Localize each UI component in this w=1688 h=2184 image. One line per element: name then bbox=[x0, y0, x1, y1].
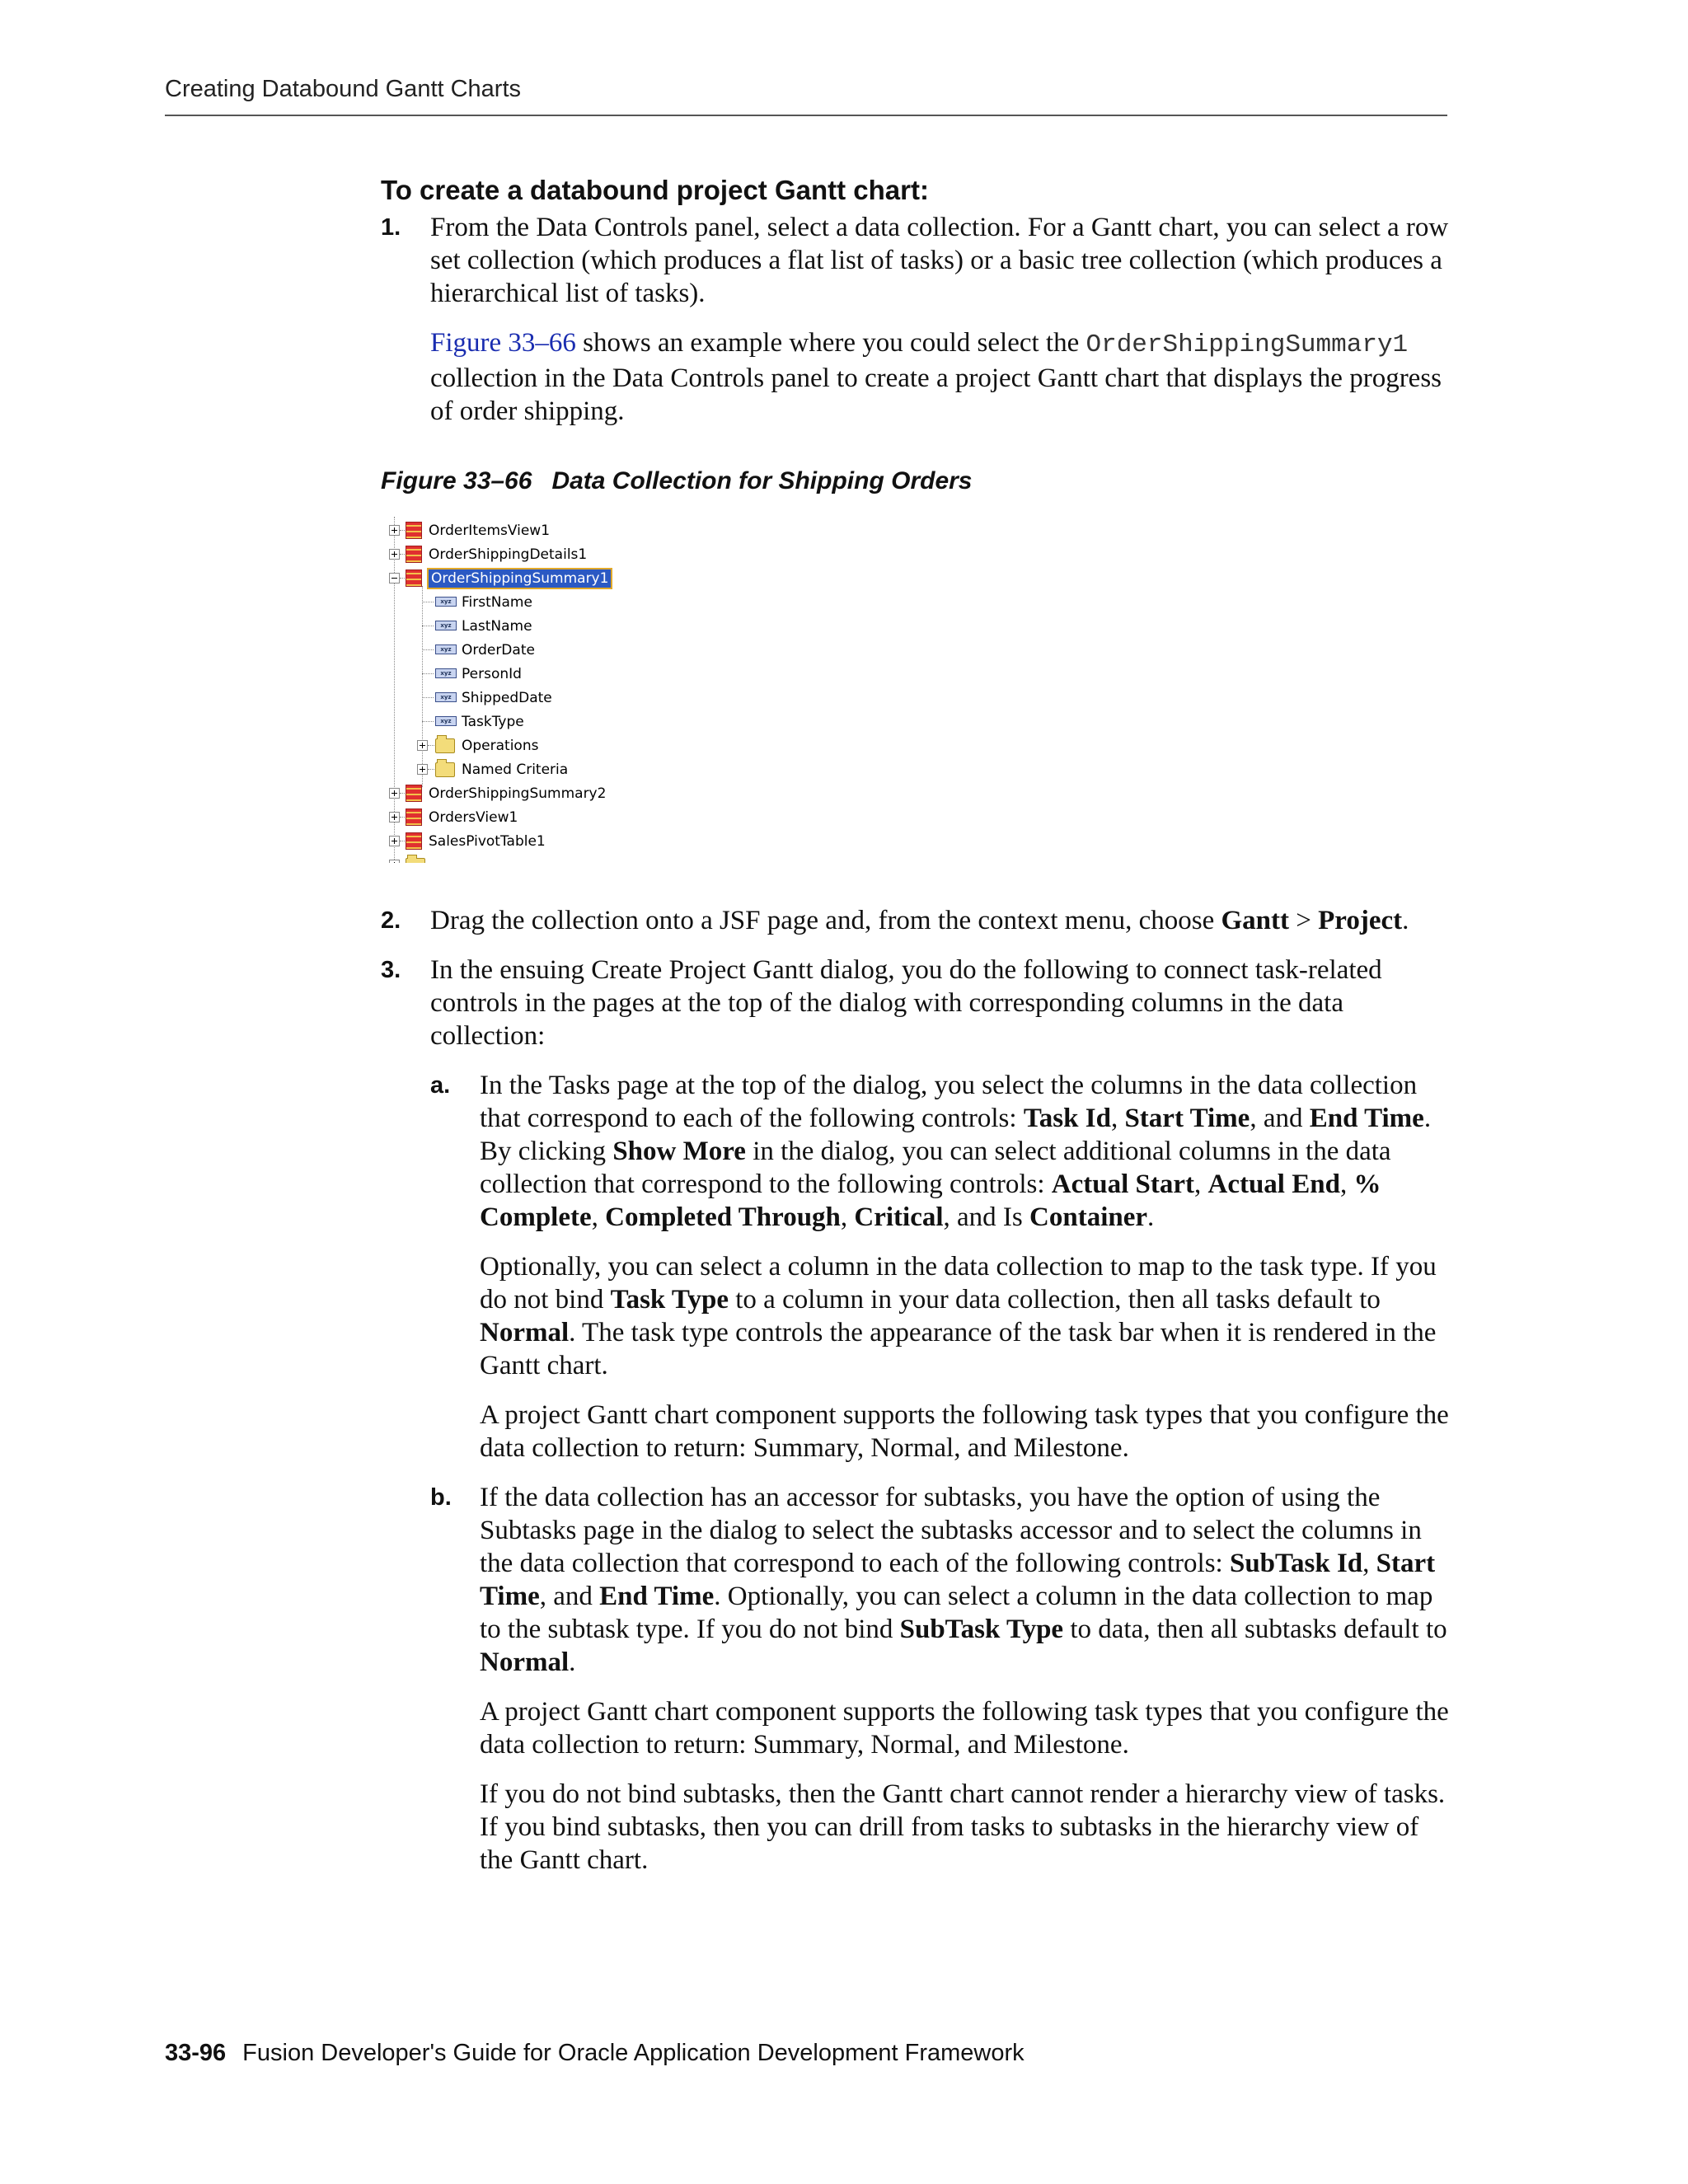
menu-item-gantt: Gantt bbox=[1221, 906, 1289, 935]
step-3b-task-types-text: A project Gantt chart component supports the following task types that you configure the data collection to return: Summary, Normal, and Milestone. bbox=[480, 1697, 1449, 1760]
bold-term: SubTask Id bbox=[1229, 1549, 1363, 1578]
page-footer bbox=[165, 2040, 1025, 2067]
step-number: 1. bbox=[381, 214, 401, 241]
text-run: Optionally, you can select a column in the data collection to map to the task type. If you do not bind bbox=[480, 1252, 1437, 1315]
tree-child-item[interactable] bbox=[386, 640, 658, 661]
step-number: 2. bbox=[381, 907, 401, 934]
collection-icon bbox=[406, 832, 422, 850]
menu-item-project: Project bbox=[1318, 906, 1403, 935]
step-3b-text bbox=[480, 1481, 1452, 1679]
tree-item-label: Named Criteria bbox=[462, 762, 569, 778]
figure-label: Figure 33–66 bbox=[381, 467, 532, 494]
text-run: to a column in your data collection, then all tasks default to bbox=[729, 1285, 1381, 1315]
step-2-text bbox=[430, 904, 1452, 937]
step-2 bbox=[381, 904, 1452, 937]
bold-term: End Time bbox=[1309, 1104, 1424, 1133]
tree-item-label: FirstName bbox=[462, 594, 532, 611]
text-run: . Optionally, you can select a column in the data collection to map to the subtask type. If you do not bind bbox=[480, 1582, 1433, 1644]
text-run: , bbox=[591, 1202, 606, 1232]
step-3a bbox=[430, 1069, 1452, 1465]
tree-item-label: PersonId bbox=[462, 666, 522, 682]
tree-item[interactable] bbox=[386, 544, 658, 565]
data-controls-tree-figure bbox=[386, 517, 658, 863]
expand-icon[interactable] bbox=[389, 812, 400, 823]
expand-icon[interactable] bbox=[389, 836, 400, 846]
tree-child-folder[interactable] bbox=[386, 735, 658, 757]
text-run: . bbox=[1402, 906, 1409, 935]
text-run: , and bbox=[1250, 1104, 1310, 1133]
tree-item[interactable] bbox=[386, 783, 658, 804]
text-run: . bbox=[1147, 1202, 1155, 1232]
collection-icon bbox=[406, 546, 422, 563]
step-3 bbox=[381, 954, 1452, 1877]
page-number: 33-96 bbox=[165, 2040, 227, 2066]
text-run: in the dialog, you can select additional columns in the data collection that correspond to the following controls: bbox=[480, 1137, 1391, 1199]
bold-term: Critical bbox=[854, 1202, 944, 1232]
figure-title: Data Collection for Shipping Orders bbox=[551, 467, 973, 494]
expand-icon[interactable] bbox=[417, 764, 428, 775]
text-run: If the data collection has an accessor for subtasks, you have the option of using the Subtasks page in the dialog to select the subtasks accessor and to select the columns in the data collection that correspond to each of the following controls: bbox=[480, 1483, 1422, 1578]
step-3a-task-types-text: A project Gantt chart component supports the following task types that you configure the data collection to return: Summary, Normal, and Milestone. bbox=[480, 1400, 1449, 1463]
tree-item-label: OrderShippingSummary2 bbox=[429, 785, 607, 802]
text-run: , bbox=[1362, 1549, 1376, 1578]
step-1 bbox=[381, 211, 1452, 428]
tree-item-label: OrdersView1 bbox=[429, 809, 518, 826]
text-run: , and bbox=[539, 1582, 600, 1611]
step-3a-task-type-text bbox=[480, 1250, 1452, 1382]
tree-item-label: OrderItemsView1 bbox=[429, 523, 551, 539]
bold-term: Normal bbox=[480, 1647, 570, 1677]
text-run: . bbox=[569, 1647, 576, 1677]
running-header: Creating Databound Gantt Charts bbox=[165, 76, 522, 102]
text-run: Drag the collection onto a JSF page and, from the context menu, choose bbox=[430, 906, 1221, 935]
step-3b-hierarchy-text: If you do not bind subtasks, then the Gantt chart cannot render a hierarchy view of tasks. If you bind subtasks, then you can drill from tasks to subtasks in the hierarchy view of the Gantt chart. bbox=[480, 1779, 1446, 1875]
text-run: to data, then all subtasks default to bbox=[1063, 1615, 1447, 1644]
substep-letter: b. bbox=[430, 1484, 452, 1511]
attribute-icon: xyz bbox=[435, 668, 457, 678]
tree-child-folder[interactable] bbox=[386, 759, 658, 780]
bold-term: Actual Start bbox=[1051, 1169, 1194, 1199]
figure-link[interactable]: Figure 33–66 bbox=[430, 328, 576, 358]
tree-item-label: TaskType bbox=[462, 714, 524, 730]
step-3b bbox=[430, 1481, 1452, 1877]
step-1-figure-ref bbox=[430, 326, 1452, 428]
text-run: . The task type controls the appearance of the task bar when it is rendered in the Gantt chart. bbox=[480, 1318, 1437, 1380]
folder-icon bbox=[406, 858, 425, 863]
tree-child-item[interactable] bbox=[386, 616, 658, 637]
collection-icon bbox=[406, 808, 422, 826]
text-run: , bbox=[1339, 1169, 1354, 1199]
main-content bbox=[381, 175, 1452, 1877]
step-3a-text bbox=[480, 1069, 1452, 1234]
text-run: , bbox=[1110, 1104, 1125, 1133]
step-number: 3. bbox=[381, 957, 401, 983]
attribute-icon: xyz bbox=[435, 597, 457, 607]
text-run: In the Tasks page at the top of the dialog, you select the columns in the data collection that correspond to each of the following controls: bbox=[480, 1071, 1418, 1133]
collection-icon bbox=[406, 522, 422, 539]
text-run: collection in the Data Controls panel to create a project Gantt chart that displays the progress of order shipping. bbox=[430, 363, 1442, 426]
folder-icon bbox=[435, 762, 455, 777]
tree-item-label: Operations bbox=[462, 738, 539, 754]
substep-letter: a. bbox=[430, 1072, 451, 1099]
procedure-title: To create a databound project Gantt chart: bbox=[381, 175, 929, 205]
expand-icon bbox=[389, 860, 400, 863]
text-run: > bbox=[1289, 906, 1319, 935]
code-collection-name: OrderShippingSummary1 bbox=[1085, 330, 1409, 359]
expand-icon[interactable] bbox=[389, 549, 400, 560]
tree-child-item[interactable] bbox=[386, 687, 658, 709]
tree-item[interactable] bbox=[386, 807, 658, 828]
tree-item[interactable] bbox=[386, 831, 658, 852]
attribute-icon: xyz bbox=[435, 644, 457, 654]
text-run: , bbox=[840, 1202, 855, 1232]
bold-term: Completed Through bbox=[605, 1202, 841, 1232]
tree-child-item[interactable] bbox=[386, 711, 658, 733]
attribute-icon: xyz bbox=[435, 692, 457, 702]
expand-icon[interactable] bbox=[389, 788, 400, 799]
bold-term: Task Id bbox=[1023, 1104, 1111, 1133]
bold-term: Actual End bbox=[1207, 1169, 1340, 1199]
bold-term: SubTask Type bbox=[899, 1615, 1064, 1644]
bold-term: Start Time bbox=[1124, 1104, 1250, 1133]
step-3-text: In the ensuing Create Project Gantt dialog, you do the following to connect task-related controls in the pages at the top of the dialog with corresponding columns in the data collection: bbox=[430, 955, 1382, 1051]
tree-item-label: OrderShippingSummary1 bbox=[429, 569, 611, 588]
tree-child-item[interactable] bbox=[386, 663, 658, 685]
tree-item-label: OrderShippingDetails1 bbox=[429, 546, 588, 563]
bold-term: Task Type bbox=[610, 1285, 729, 1315]
tree-item-selected[interactable] bbox=[386, 568, 658, 589]
header-rule bbox=[165, 115, 1447, 116]
text-run: . By clicking bbox=[480, 1104, 1432, 1166]
expand-icon[interactable] bbox=[389, 525, 400, 536]
bold-term: Show More bbox=[612, 1137, 746, 1166]
bold-term: Container bbox=[1029, 1202, 1148, 1232]
collection-icon bbox=[406, 785, 422, 802]
folder-icon bbox=[435, 738, 455, 753]
collection-icon bbox=[406, 569, 422, 587]
tree-item-label: LastName bbox=[462, 618, 532, 635]
tree-item-label: ShippedDate bbox=[462, 690, 552, 706]
expand-icon[interactable] bbox=[417, 740, 428, 751]
step-1-text: From the Data Controls panel, select a data collection. For a Gantt chart, you can select a row set collection (which produces a flat list of tasks) or a basic tree collection (which produces a hierarchical list of tasks). bbox=[430, 213, 1449, 308]
attribute-icon: xyz bbox=[435, 716, 457, 726]
bold-term: Normal bbox=[480, 1318, 570, 1347]
bold-term: Start Time bbox=[480, 1549, 1436, 1611]
text-run: shows an example where you could select the bbox=[575, 328, 1086, 358]
tree-child-item[interactable] bbox=[386, 592, 658, 613]
text-run: , and Is bbox=[943, 1202, 1030, 1232]
text-run: , bbox=[1193, 1169, 1208, 1199]
bold-term: % Complete bbox=[480, 1169, 1381, 1232]
tree-item-label: SalesPivotTable1 bbox=[429, 833, 546, 850]
tree-item-label: OrderDate bbox=[462, 642, 535, 658]
book-title: Fusion Developer's Guide for Oracle Application Development Framework bbox=[242, 2040, 1025, 2066]
bold-term: End Time bbox=[599, 1582, 715, 1611]
tree-item[interactable] bbox=[386, 520, 658, 541]
collapse-icon[interactable] bbox=[389, 573, 400, 583]
attribute-icon: xyz bbox=[435, 621, 457, 630]
figure-caption bbox=[381, 467, 1452, 495]
tree-item-clipped bbox=[386, 855, 658, 863]
